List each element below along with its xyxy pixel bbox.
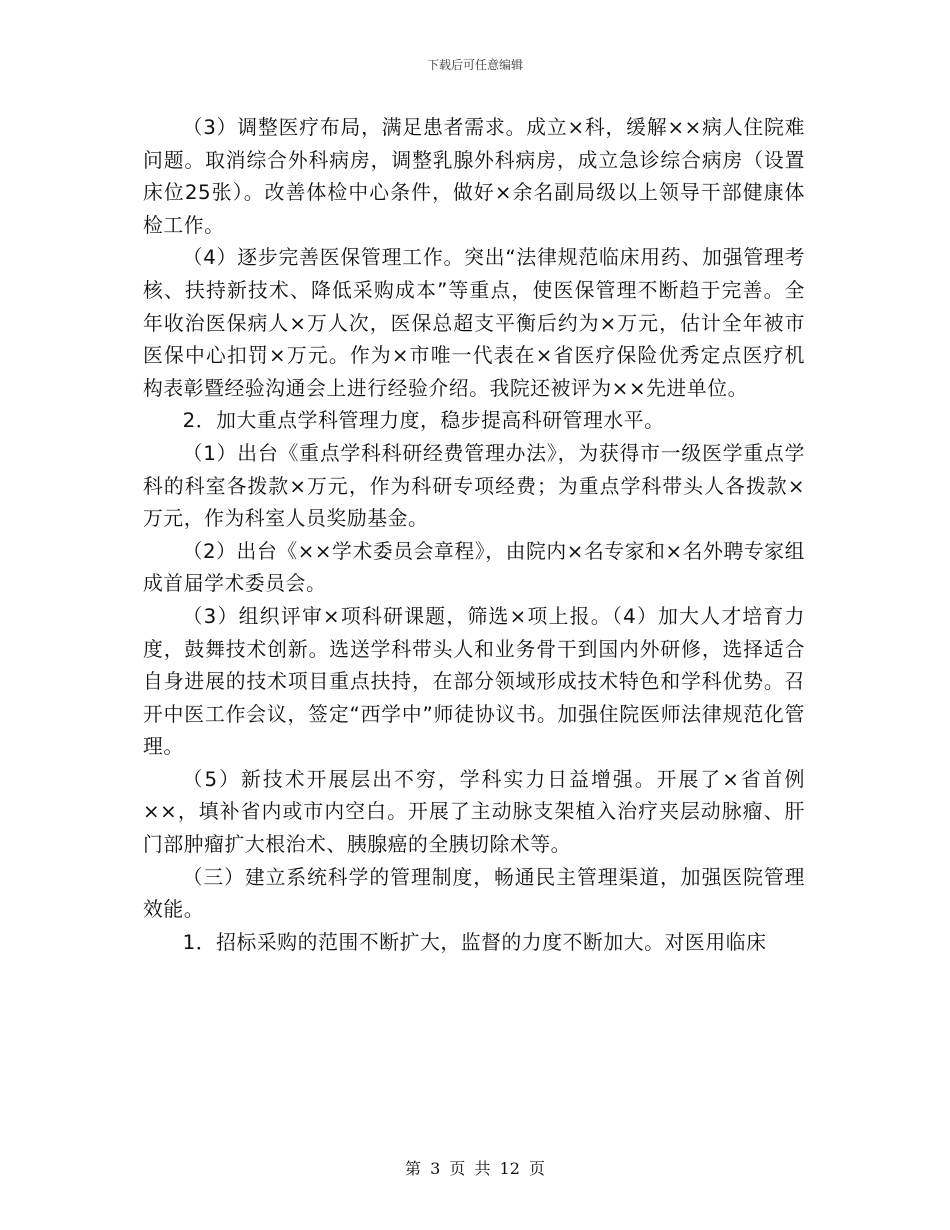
- paragraph: （3）组织评审×项科研课题，筛选×项上报。（4）加大人才培育力度，鼓舞技术创新。选送学科带头人和业务骨干到国内外研修，选择适合自身进展的技术项目重点扶持，在部分领域形成技术特色和学科优势。召开中医工作会议，签定“西学中”师徒协议书。加强住院医师法律规范化管理。: [143, 604, 805, 759]
- paragraph: 1．招标采购的范围不断扩大，监督的力度不断加大。对医用临床: [182, 930, 767, 954]
- paragraph: （4）逐步完善医保管理工作。突出“法律规范临床用药、加强管理考核、扶持新技术、降低采购成本”等重点，使医保管理不断趋于完善。全年收治医保病人×万人次，医保总超支平衡后约为×万元，估计全年被市医保中心扣罚×万元。作为×市唯一代表在×省医疗保险优秀定点医疗机构表彰暨经验沟通会上进行经验介绍。我院还被评为××先进单位。: [143, 246, 805, 400]
- page-header: 下载后可任意编辑: [426, 58, 523, 72]
- paragraph: （2）出台《××学术委员会章程》，由院内×名专家和×名外聘专家组成首届学术委员会。: [143, 539, 805, 596]
- paragraph: 2．加大重点学科管理力度，稳步提高科研管理水平。: [182, 409, 665, 433]
- page-number: 第 3 页 共 12 页: [405, 1159, 545, 1178]
- paragraph: （1）出台《重点学科科研经费管理办法》，为获得市一级医学重点学科的科室各拨款×万元，作为科研专项经费；为重点学科带头人各拨款×万元，作为科室人员奖励基金。: [143, 441, 805, 531]
- paragraph: （3）调整医疗布局，满足患者需求。成立×科，缓解××病人住院难问题。取消综合外科病房，调整乳腺外科病房，成立急诊综合病房（设置床位25张）。改善体检中心条件，做好×余名副局级以上领导干部健康体检工作。: [143, 116, 805, 237]
- document-body: [143, 112, 805, 959]
- paragraph: （5）新技术开展层出不穷，学科实力日益增强。开展了×省首例××，填补省内或市内空白。开展了主动脉支架植入治疗夹层动脉瘤、肝门部肿瘤扩大根治术、胰腺癌的全胰切除术等。: [143, 767, 805, 857]
- paragraph: （三）建立系统科学的管理制度，畅通民主管理渠道，加强医院管理效能。: [143, 865, 805, 922]
